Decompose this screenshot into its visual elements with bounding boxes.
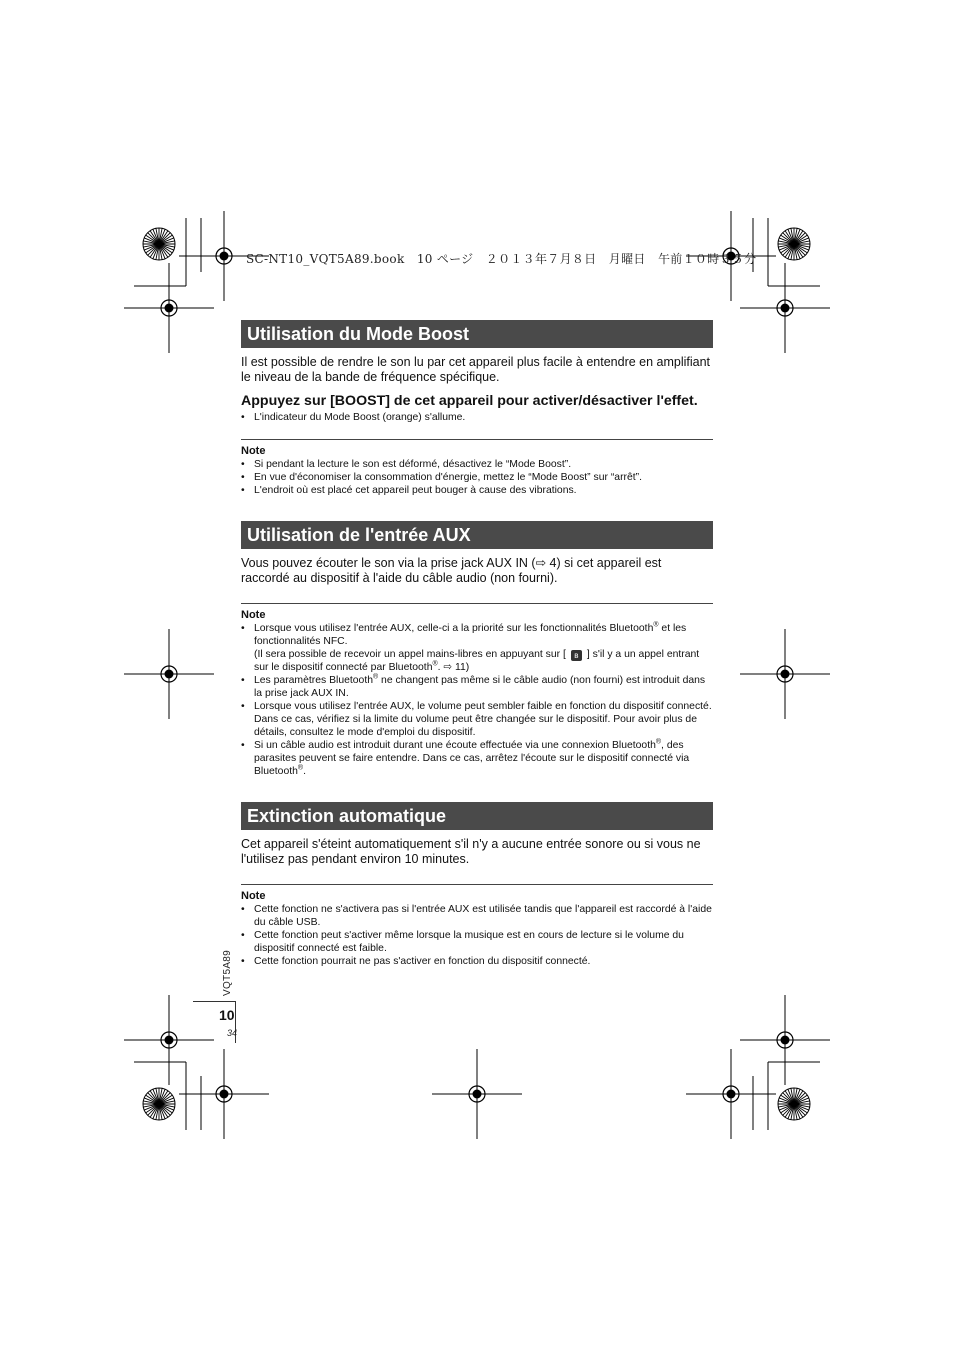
list-item: • Cette fonction ne s'activera pas si l'entrée AUX est utilisée tandis que l'appareil est raccordé à l'aide du câble USB. [241, 903, 713, 929]
note-divider [241, 603, 713, 604]
page-number-rule [193, 1001, 235, 1002]
section-title-auto-off: Extinction automatique [241, 802, 713, 830]
note-title: Note [241, 609, 266, 621]
auto-off-intro: Cet appareil s'éteint automatiquement s'il n'y a aucune entrée sonore ou si vous ne l'utilisez pas pendant environ 10 minutes. [241, 837, 701, 866]
boost-notes [241, 458, 713, 497]
boost-intro: Il est possible de rendre le son lu par cet appareil plus facile à entendre en amplifiant le niveau de la bande de fréquence spécifique. [241, 355, 711, 384]
page-sub-number: 34 [227, 1028, 238, 1038]
note-divider [241, 884, 713, 885]
note-title: Note [241, 445, 266, 457]
bluetooth-button-icon: ʙ [571, 650, 582, 661]
boost-instruction: Appuyez sur [BOOST] de cet appareil pour activer/désactiver l'effet. [241, 393, 698, 409]
section-title-aux: Utilisation de l'entrée AUX [241, 521, 713, 549]
aux-intro: Vous pouvez écouter le son via la prise jack AUX IN (⇨ 4) si cet appareil est raccordé au dispositif à l'aide du câble audio (non fourni). [241, 556, 662, 585]
list-item: • L'indicateur du Mode Boost (orange) s'allume. [241, 411, 713, 424]
boost-bullets [241, 411, 713, 424]
page-content [241, 320, 713, 968]
aux-notes [241, 622, 713, 778]
list-item: • Lorsque vous utilisez l'entrée AUX, celle-ci a la priorité sur les fonctionnalités Bluetooth® et les fonctionnalités NFC. (Il sera possible de recevoir un appel mains-libres en appuyant sur [ ʙ ] s'il y a un appel entrant sur le dispositif connecté par Bluetooth®. ⇨ 11) [241, 622, 713, 674]
section-title-boost: Utilisation du Mode Boost [241, 320, 713, 348]
list-item: • Cette fonction pourrait ne pas s'activer en fonction du dispositif connecté. [241, 955, 713, 968]
page-number: 10 [219, 1007, 235, 1023]
list-item: • Lorsque vous utilisez l'entrée AUX, le volume peut sembler faible en fonction du dispositif connecté. Dans ce cas, vérifiez si la limite du volume peut être changée sur le dispositif. Pour avoir plus de détails, consultez le mode d'emploi du dispositif. [241, 700, 713, 739]
list-item: • L'endroit où est placé cet appareil peut bouger à cause des vibrations. [241, 484, 713, 497]
auto-off-notes [241, 903, 713, 968]
note-title: Note [241, 890, 266, 902]
model-code-label: VQT5A89 [222, 949, 233, 996]
list-item: • Cette fonction peut s'activer même lorsque la musique est en cours de lecture si le volume du dispositif connecté est faible. [241, 929, 713, 955]
list-item: • Si un câble audio est introduit durant une écoute effectuée via une connexion Bluetooth®, des parasites peuvent se faire entendre. Dans ce cas, arrêtez l'écoute sur le dispositif connecté via Bluetooth®. [241, 739, 713, 778]
list-item: • Si pendant la lecture le son est déformé, désactivez le “Mode Boost”. [241, 458, 713, 471]
list-item: • Les paramètres Bluetooth® ne changent pas même si le câble audio (non fourni) est introduit dans la prise jack AUX IN. [241, 674, 713, 700]
list-item: • En vue d'économiser la consommation d'énergie, mettez le “Mode Boost” sur “arrêt”. [241, 471, 713, 484]
note-divider [241, 439, 713, 440]
file-header: SC-NT10_VQT5A89.book 10 ページ ２０１３年７月８日 月曜日 午前１０時３５分 [246, 252, 757, 266]
